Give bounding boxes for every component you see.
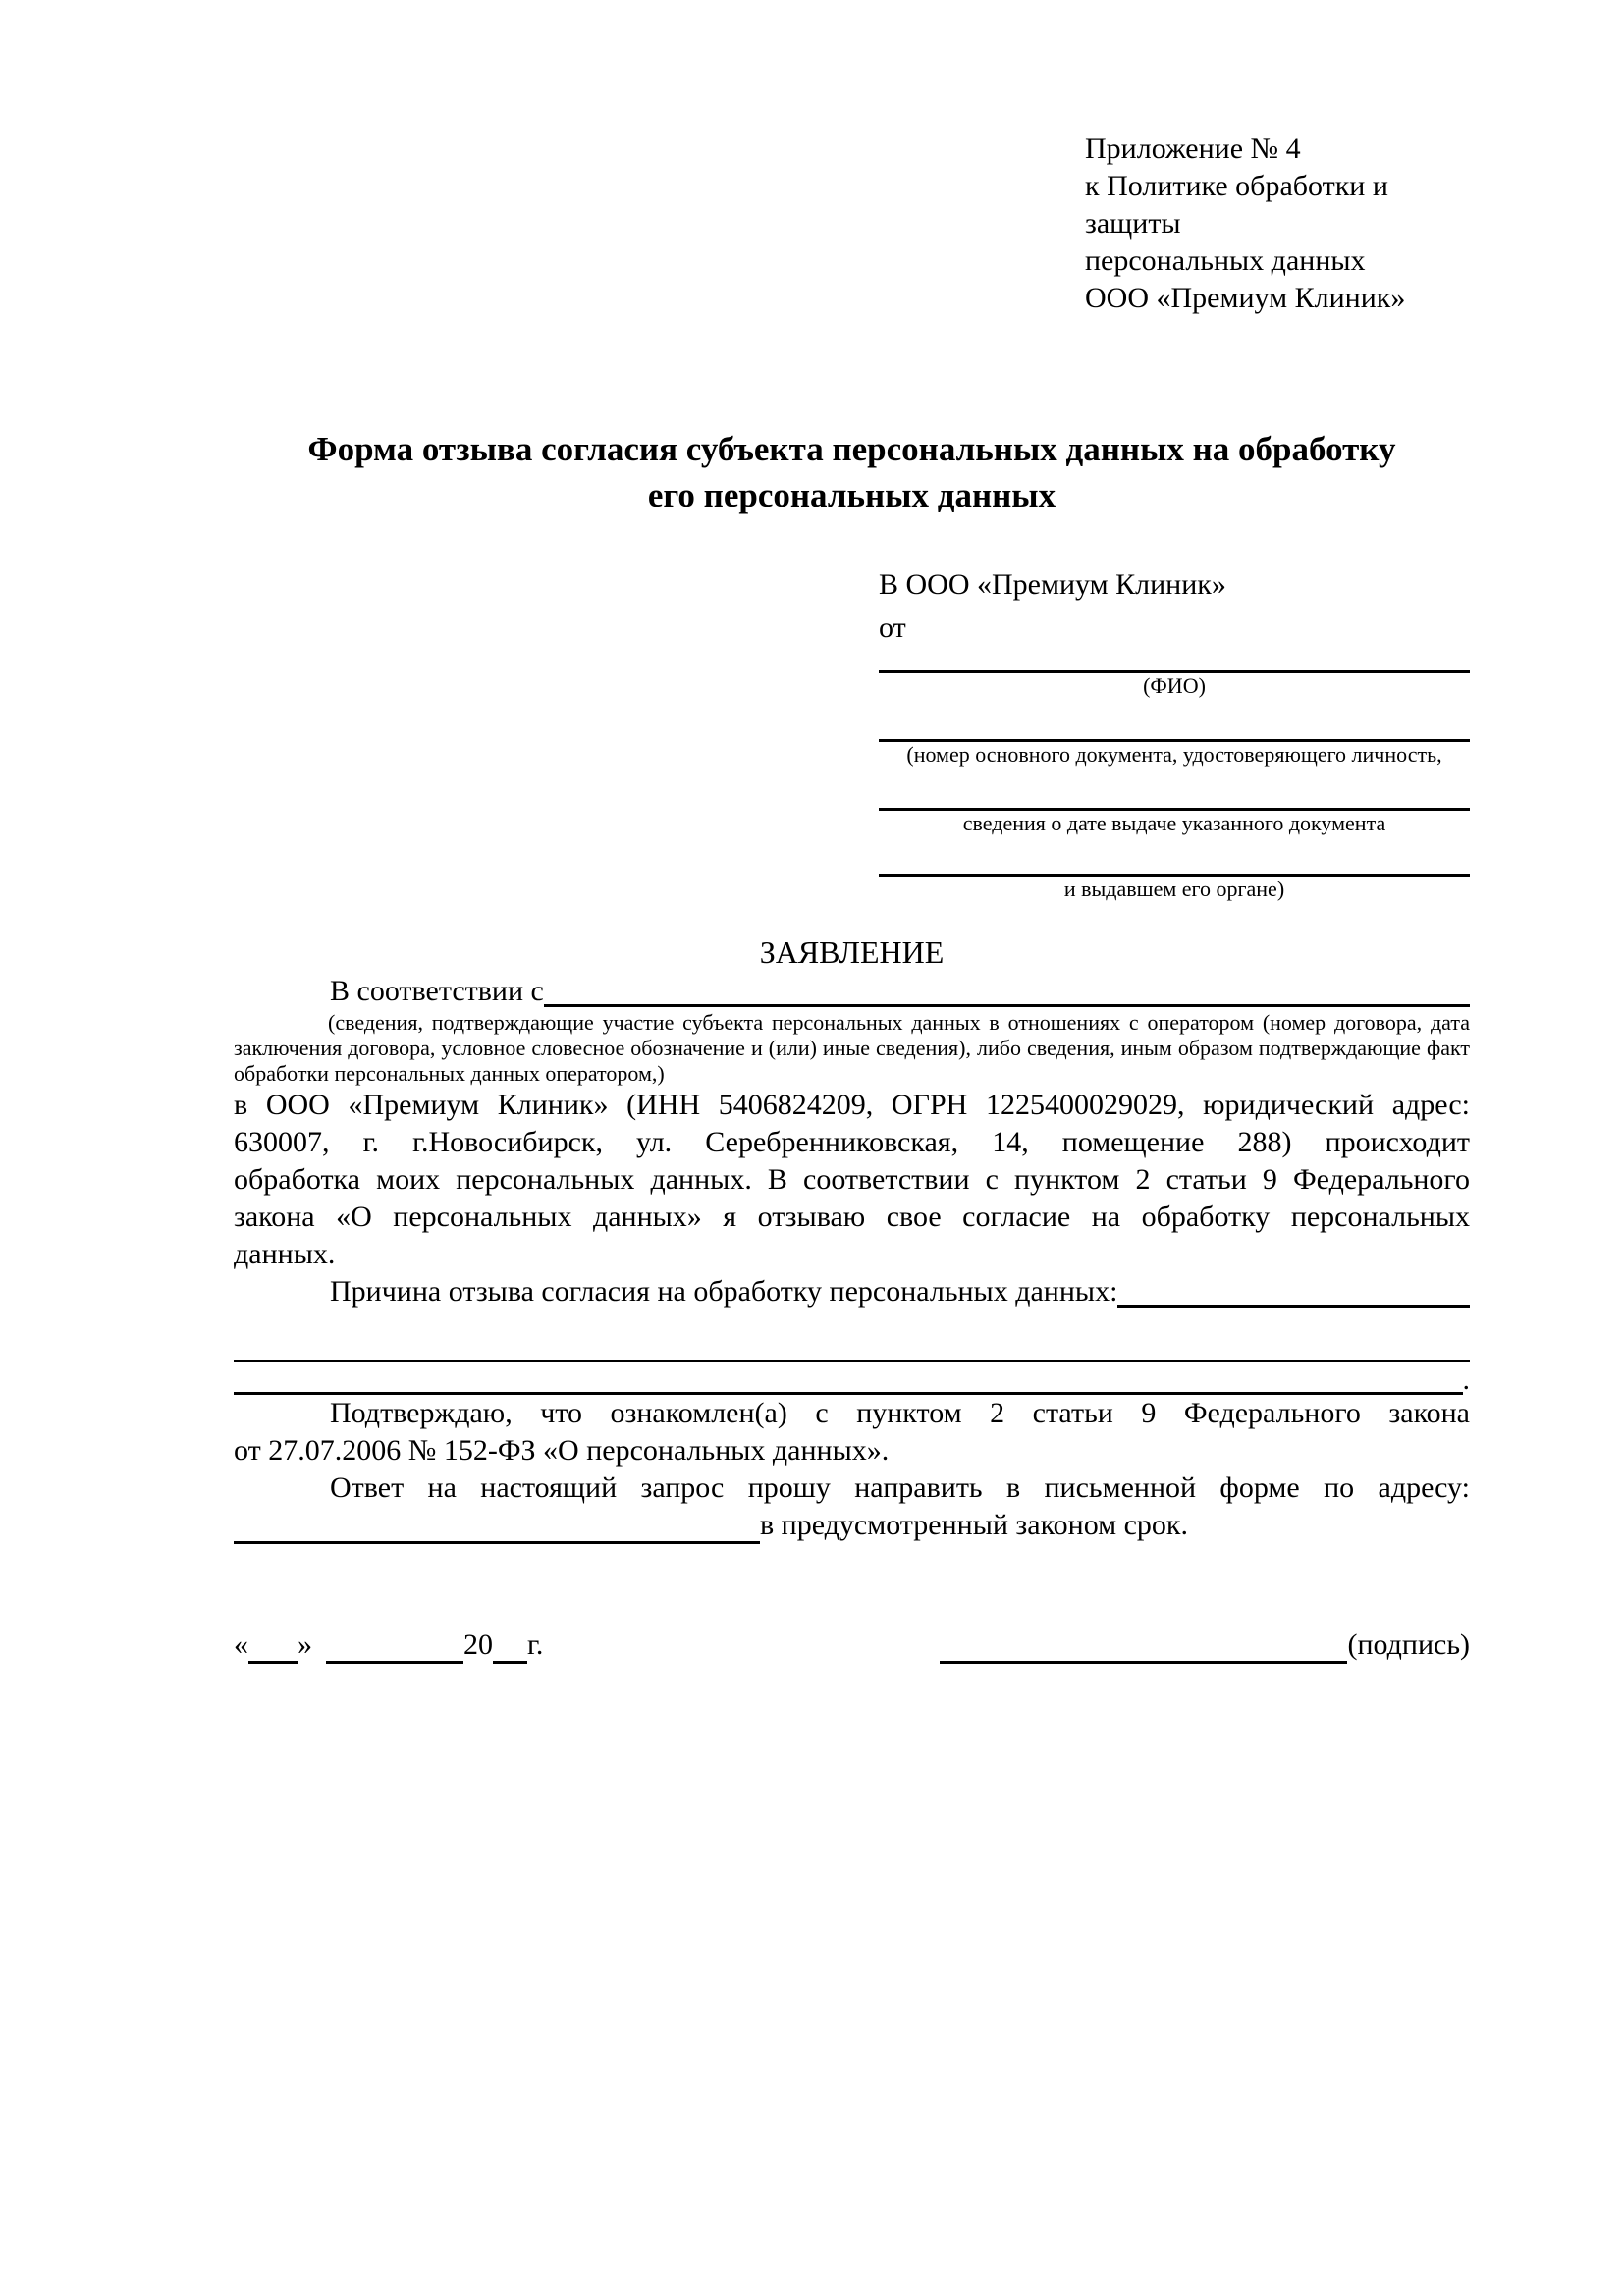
body-line: 630007, г. г.Новосибирск, ул. Серебренниковская, 14, помещение 288) происходит (234, 1126, 1470, 1158)
recipient-from-label: от (879, 612, 906, 644)
recipient-block (879, 563, 1470, 901)
address-underline (234, 1507, 760, 1544)
body-line: данных. (234, 1238, 336, 1270)
note-line: заключения договора, условное словесное обозначение и (или) иные сведения), либо сведения, иным образом подтверждающие факт (234, 1036, 1470, 1060)
reason-blank-underline-1 (234, 1310, 1470, 1362)
signature-caption: (подпись) (1347, 1629, 1470, 1661)
issue-date-underline (879, 767, 1470, 811)
date-year-prefix: 20 (463, 1629, 493, 1661)
document-number-underline (879, 698, 1470, 742)
note-line: обработки персональных данных оператором,) (234, 1061, 665, 1086)
appendix-line: ООО «Премиум Клиник» (1085, 282, 1406, 314)
date-open-quote: « (234, 1629, 248, 1661)
page-title-line: Форма отзыва согласия субъекта персональных данных на обработку (307, 430, 1396, 468)
date-year-underline (493, 1633, 527, 1664)
page-title (234, 426, 1470, 518)
reason-blank-underline-2 (234, 1362, 1470, 1395)
sentence-period: . (1462, 1363, 1470, 1396)
note-line: (сведения, подтверждающие участие субъекта персональных данных в отношениях с оператором (номер договора, дата (328, 1010, 1470, 1035)
confirm-line: Подтверждаю, что ознакомлен(а) с пунктом 2 статьи 9 Федерального закона (330, 1397, 1470, 1429)
body-paragraph (234, 1087, 1470, 1273)
date-day-underline (248, 1633, 298, 1664)
document-content (234, 0, 1470, 1664)
appendix-line: персональных данных (1085, 244, 1366, 277)
date-month-underline (326, 1633, 463, 1664)
body-line: обработка моих персональных данных. В соответствии с пунктом 2 статьи 9 Федерального (234, 1163, 1470, 1196)
accordance-line (234, 973, 1470, 1010)
issue-date-caption: сведения о дате выдаче указанного документа (962, 811, 1386, 835)
reply-address-line (234, 1507, 1470, 1544)
page-title-line: его персональных данных (647, 476, 1056, 514)
accordance-underline (544, 1004, 1470, 1007)
confirm-paragraph (234, 1395, 1470, 1469)
appendix-line: Приложение № 4 (1085, 133, 1301, 165)
signature-line (940, 1627, 1470, 1664)
date-year-suffix: г. (527, 1629, 544, 1661)
recipient-to: В ООО «Премиум Клиник» (879, 568, 1226, 601)
confirm-line: от 27.07.2006 № 152-ФЗ «О персональных данных». (234, 1434, 890, 1467)
signature-underline (940, 1633, 1347, 1664)
date-close-quote: » (298, 1629, 312, 1661)
issuing-authority-underline (879, 835, 1470, 877)
appendix-block (1085, 131, 1470, 317)
accordance-prefix: В соответствии с (330, 975, 544, 1007)
reason-line (234, 1273, 1470, 1310)
fio-underline (879, 650, 1470, 673)
date-signature-row (234, 1627, 1470, 1664)
reason-label: Причина отзыва согласия на обработку персональных данных: (330, 1275, 1118, 1308)
reply-suffix: в предусмотренный законом срок. (760, 1509, 1188, 1541)
reason-underline (1117, 1305, 1470, 1308)
statement-heading: ЗАЯВЛЕНИЕ (759, 934, 945, 970)
reply-paragraph (234, 1469, 1470, 1507)
body-line: в ООО «Премиум Клиник» (ИНН 5406824209, ОГРН 1225400029029, юридический адрес: (234, 1089, 1470, 1121)
appendix-line: к Политике обработки и защиты (1085, 170, 1388, 240)
date-line (234, 1627, 543, 1664)
note-paragraph (234, 1010, 1470, 1087)
reply-line: Ответ на настоящий запрос прошу направить в письменной форме по адресу: (330, 1471, 1470, 1504)
fio-caption: (ФИО) (1143, 673, 1206, 698)
document-number-caption: (номер основного документа, удостоверяющего личность, (906, 742, 1442, 767)
body-line: закона «О персональных данных» я отзываю свое согласие на обработку персональных (234, 1201, 1470, 1233)
issuing-authority-caption: и выдавшем его органе) (1063, 877, 1285, 901)
